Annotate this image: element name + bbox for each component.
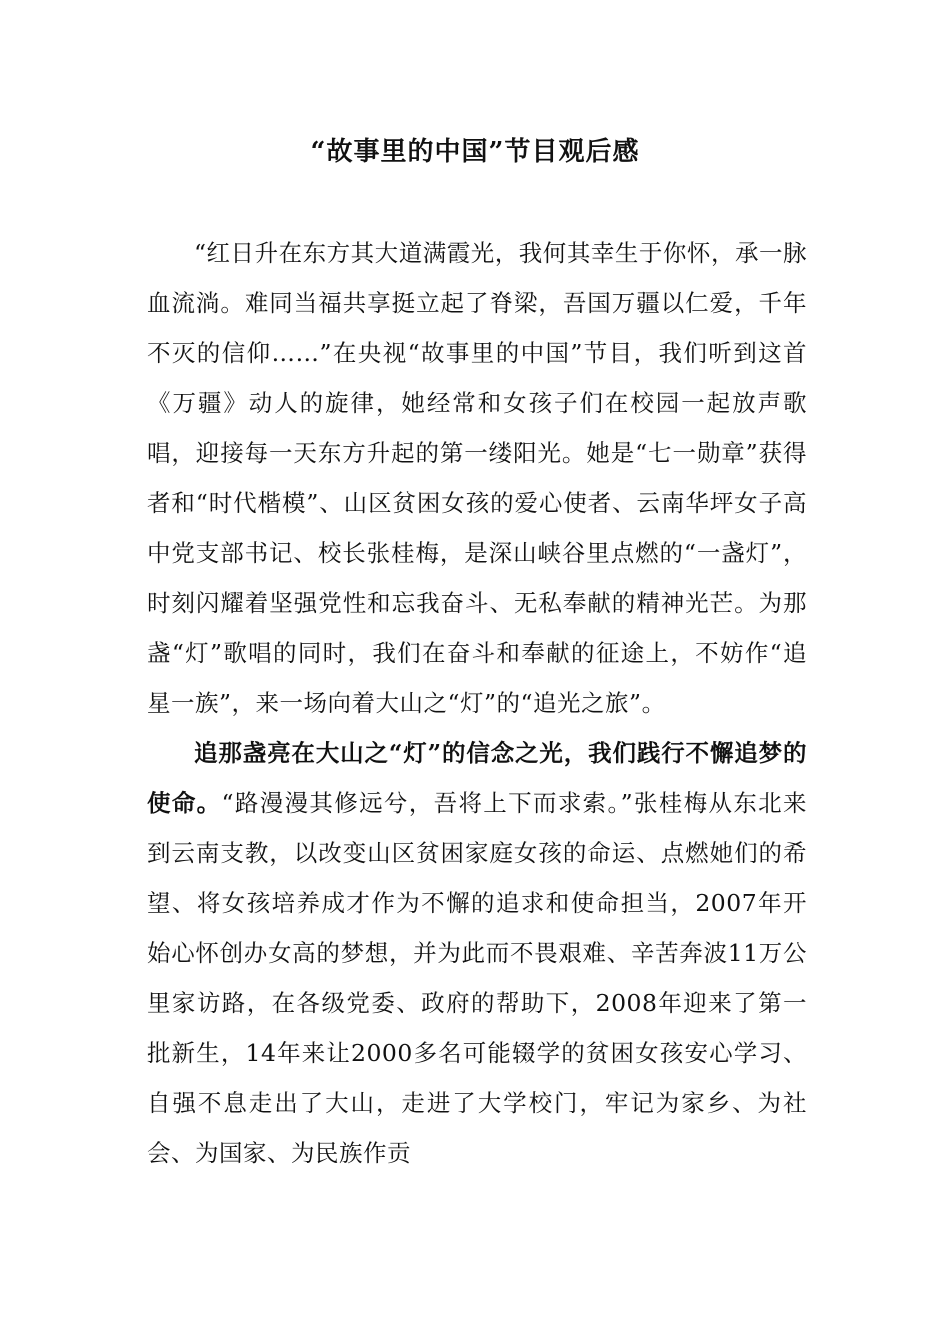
- paragraph-2: [147, 728, 807, 1178]
- paragraph-2-lead: 追那盏亮在大山之“灯”的信念之光，我们践行不懈追梦的使命。: [147, 739, 807, 817]
- paragraph-2-text: “路漫漫其修远兮，吾将上下而求索。”张桂梅从东北来到云南支教，以改变山区贫困家庭女孩的命运、点燃她们的希望、将女孩培养成才作为不懈的追求和使命担当，2007年开始心怀创办女高的梦想，并为此而不畏艰难、辛苦奔波11万公里家访路，在各级党委、政府的帮助下，2008年迎来了第一批新生，14年来让2000多名可能辍学的贫困女孩安心学习、自强不息走出了大山，走进了大学校门，牢记为家乡、为社会、为国家、为民族作贡: [147, 789, 808, 1167]
- paragraph-1-text: “红日升在东方其大道满霞光，我何其幸生于你怀，承一脉血流淌。难同当福共享挺立起了脊梁，吾国万疆以仁爱，千年不灭的信仰……”在央视“故事里的中国”节目，我们听到这首《万疆》动人的旋律，她经常和女孩子们在校园一起放声歌唱，迎接每一天东方升起的第一缕阳光。她是“七一勋章”获得者和“时代楷模”、山区贫困女孩的爱心使者、云南华坪女子高中党支部书记、校长张桂梅，是深山峡谷里点燃的“一盏灯”，时刻闪耀着坚强党性和忘我奋斗、无私奉献的精神光芒。为那盏“灯”歌唱的同时，我们在奋斗和奉献的征途上，不妨作“追星一族”，来一场向着大山之“灯”的“追光之旅”。: [147, 239, 807, 717]
- document-body: [147, 228, 807, 1178]
- paragraph-1: [147, 228, 807, 728]
- document-title: “故事里的中国”节目观后感: [310, 137, 640, 167]
